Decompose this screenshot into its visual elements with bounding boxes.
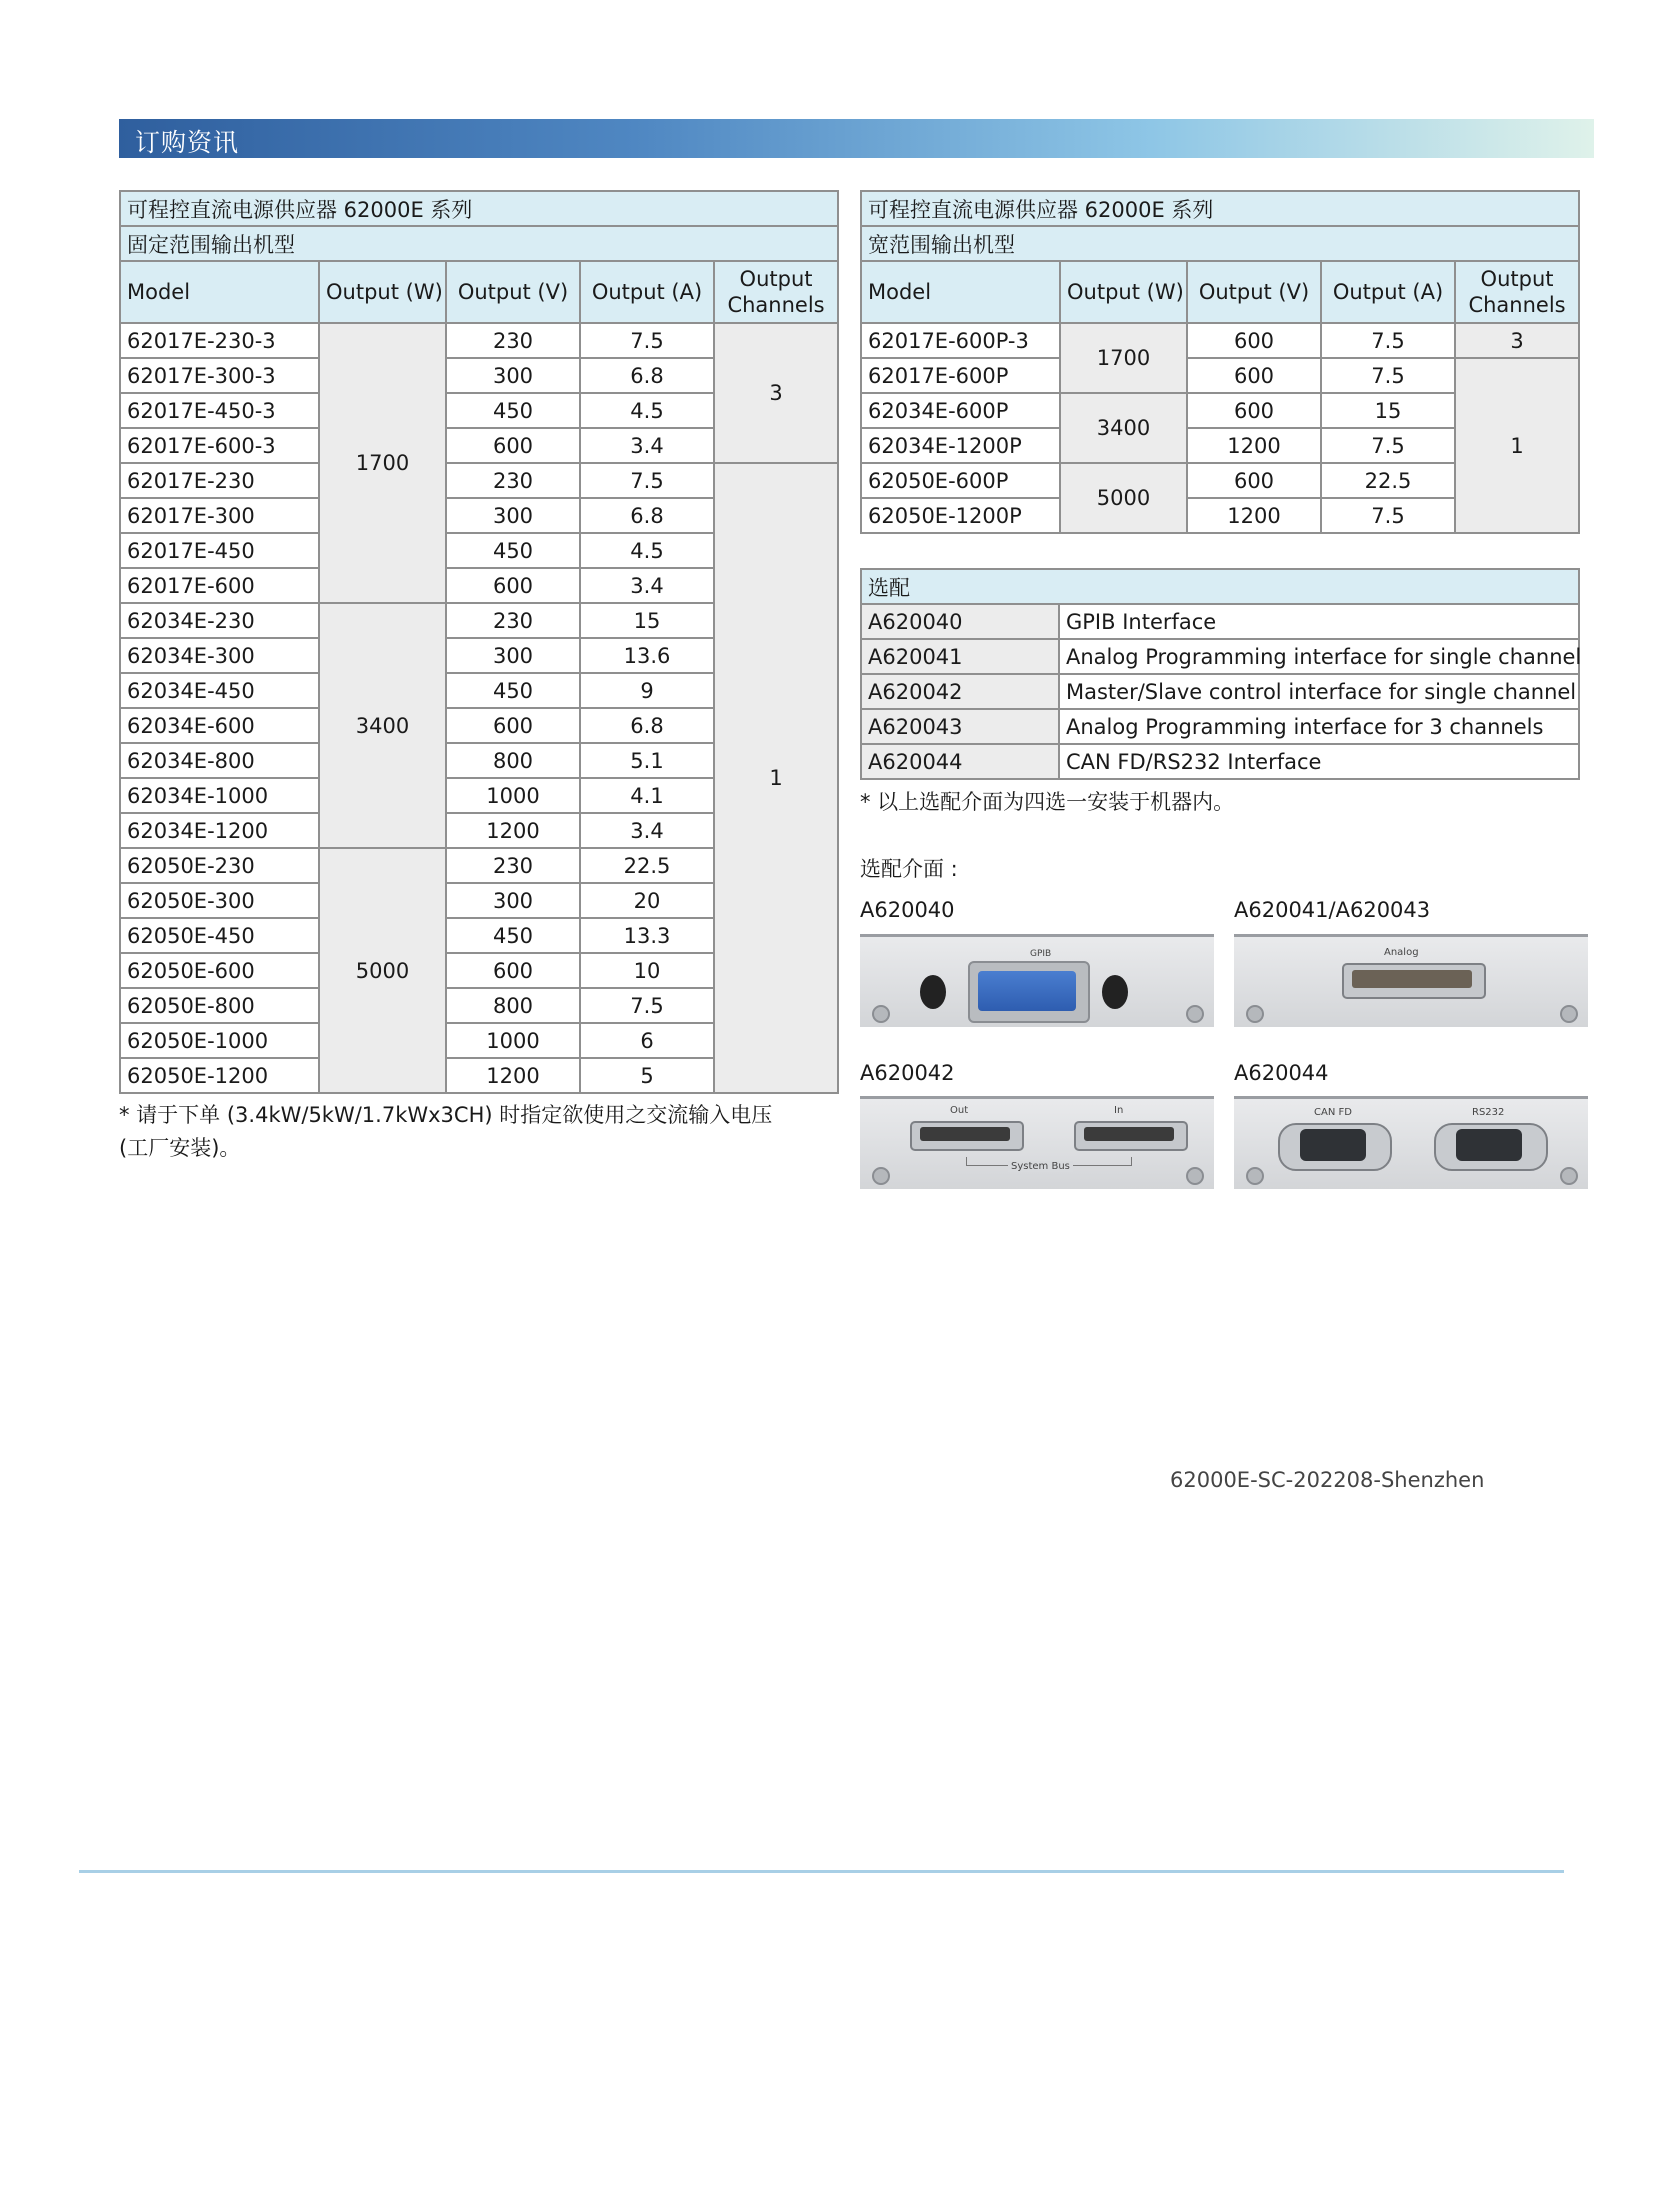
- model-cell: 62017E-450-3: [120, 393, 319, 428]
- table-series-title: 可程控直流电源供应器 62000E 系列: [120, 191, 838, 226]
- model-cell: 62017E-230-3: [120, 323, 319, 358]
- output-v-cell: 450: [446, 393, 580, 428]
- screw-icon: [872, 1005, 890, 1023]
- model-cell: 62017E-300-3: [120, 358, 319, 393]
- header-channels-line2: Channels: [1468, 293, 1566, 317]
- screw-icon: [1246, 1005, 1264, 1023]
- panel-print-gpib: GPIB: [1030, 949, 1052, 959]
- output-v-cell: 230: [446, 463, 580, 498]
- channels-cell: 1: [714, 463, 838, 1093]
- output-a-cell: 7.5: [1321, 358, 1455, 393]
- image-label-a620042: A620042: [860, 1061, 955, 1085]
- option-description-cell: GPIB Interface: [1059, 604, 1579, 639]
- header-channels: [714, 261, 838, 323]
- header-output-a: Output (A): [580, 261, 714, 323]
- output-a-cell: 13.6: [580, 638, 714, 673]
- output-v-cell: 600: [1187, 393, 1321, 428]
- screw-icon: [1186, 1167, 1204, 1185]
- image-label-a620041: A620041/A620043: [1234, 898, 1431, 922]
- in-connector-icon: [1084, 1127, 1174, 1141]
- option-description-cell: Analog Programming interface for 3 channels: [1059, 709, 1579, 744]
- model-cell: 62050E-450: [120, 918, 319, 953]
- table-series-title: 可程控直流电源供应器 62000E 系列: [861, 191, 1579, 226]
- model-cell: 62050E-600: [120, 953, 319, 988]
- model-cell: 62050E-800: [120, 988, 319, 1023]
- output-a-cell: 20: [580, 883, 714, 918]
- header-output-v: Output (V): [446, 261, 580, 323]
- option-code-cell: A620040: [861, 604, 1059, 639]
- channels-cell: 1: [1455, 358, 1579, 533]
- output-a-cell: 13.3: [580, 918, 714, 953]
- output-a-cell: 4.5: [580, 393, 714, 428]
- output-v-cell: 450: [446, 673, 580, 708]
- option-code-cell: A620042: [861, 674, 1059, 709]
- model-cell: 62050E-300: [120, 883, 319, 918]
- model-cell: 62050E-600P: [861, 463, 1060, 498]
- output-w-cell: 1700: [1060, 323, 1187, 393]
- model-cell: 62017E-600P-3: [861, 323, 1060, 358]
- canfd-connector-icon: [1300, 1129, 1366, 1161]
- table-row: [120, 323, 838, 358]
- output-v-cell: 800: [446, 743, 580, 778]
- output-a-cell: 22.5: [580, 848, 714, 883]
- output-a-cell: 6.8: [580, 358, 714, 393]
- model-cell: 62034E-1200: [120, 813, 319, 848]
- header-channels-line1: Output: [1480, 267, 1554, 291]
- left-note-line2: (工厂安装)。: [119, 1136, 241, 1160]
- output-a-cell: 5.1: [580, 743, 714, 778]
- left-note-line1: * 请于下单 (3.4kW/5kW/1.7kWx3CH) 时指定欲使用之交流输入电压: [119, 1103, 773, 1127]
- options-table: [860, 568, 1580, 780]
- image-label-a620044: A620044: [1234, 1061, 1329, 1085]
- table-row: [861, 358, 1579, 393]
- output-v-cell: 600: [446, 953, 580, 988]
- options-title: 选配: [861, 569, 1579, 604]
- model-cell: 62034E-1200P: [861, 428, 1060, 463]
- option-row: [861, 744, 1579, 779]
- output-v-cell: 300: [446, 358, 580, 393]
- model-cell: 62034E-450: [120, 673, 319, 708]
- table-subtitle: 宽范围输出机型: [861, 226, 1579, 261]
- model-cell: 62034E-1000: [120, 778, 319, 813]
- output-v-cell: 450: [446, 918, 580, 953]
- image-label-a620040: A620040: [860, 898, 955, 922]
- output-v-cell: 600: [1187, 358, 1321, 393]
- screw-icon: [1560, 1167, 1578, 1185]
- fixed-range-table: [119, 190, 839, 1094]
- standoff-icon: [1102, 975, 1128, 1009]
- output-a-cell: 6: [580, 1023, 714, 1058]
- output-a-cell: 7.5: [580, 463, 714, 498]
- table-row: [120, 463, 838, 498]
- output-v-cell: 600: [446, 568, 580, 603]
- output-v-cell: 1200: [446, 813, 580, 848]
- model-cell: 62017E-600-3: [120, 428, 319, 463]
- panel-print-out: Out: [950, 1105, 969, 1116]
- output-w-cell: 5000: [1060, 463, 1187, 533]
- canfd-rs232-interface-photo: [1234, 1096, 1588, 1189]
- section-banner: [119, 119, 1594, 158]
- model-cell: 62050E-1200: [120, 1058, 319, 1093]
- model-cell: 62050E-1000: [120, 1023, 319, 1058]
- header-output-w: Output (W): [319, 261, 446, 323]
- output-a-cell: 3.4: [580, 568, 714, 603]
- option-description-cell: Master/Slave control interface for single channel: [1059, 674, 1579, 709]
- wide-range-table: [860, 190, 1580, 534]
- output-w-cell: 3400: [1060, 393, 1187, 463]
- output-a-cell: 4.5: [580, 533, 714, 568]
- gpib-interface-photo: [860, 934, 1214, 1027]
- output-a-cell: 7.5: [1321, 428, 1455, 463]
- model-cell: 62017E-300: [120, 498, 319, 533]
- panel-print-canfd: CAN FD: [1314, 1107, 1352, 1118]
- screw-icon: [1560, 1005, 1578, 1023]
- output-a-cell: 15: [1321, 393, 1455, 428]
- panel-print-analog: Analog: [1384, 947, 1419, 958]
- model-cell: 62017E-230: [120, 463, 319, 498]
- output-w-cell: 5000: [319, 848, 446, 1093]
- output-a-cell: 10: [580, 953, 714, 988]
- table-row: [861, 323, 1579, 358]
- output-v-cell: 300: [446, 498, 580, 533]
- model-cell: 62034E-600P: [861, 393, 1060, 428]
- model-cell: 62050E-1200P: [861, 498, 1060, 533]
- header-model: Model: [120, 261, 319, 323]
- left-note: [119, 1099, 772, 1165]
- option-row: [861, 709, 1579, 744]
- header-output-v: Output (V): [1187, 261, 1321, 323]
- output-a-cell: 3.4: [580, 428, 714, 463]
- output-v-cell: 300: [446, 883, 580, 918]
- output-a-cell: 7.5: [580, 988, 714, 1023]
- output-v-cell: 230: [446, 603, 580, 638]
- model-cell: 62017E-600P: [861, 358, 1060, 393]
- model-cell: 62034E-800: [120, 743, 319, 778]
- output-v-cell: 1000: [446, 1023, 580, 1058]
- model-cell: 62017E-450: [120, 533, 319, 568]
- standoff-icon: [920, 975, 946, 1009]
- output-v-cell: 1200: [1187, 498, 1321, 533]
- output-a-cell: 9: [580, 673, 714, 708]
- model-cell: 62034E-600: [120, 708, 319, 743]
- options-note: * 以上选配介面为四选一安装于机器内。: [860, 790, 1235, 814]
- output-a-cell: 6.8: [580, 708, 714, 743]
- output-v-cell: 1200: [446, 1058, 580, 1093]
- panel-print-rs232: RS232: [1472, 1107, 1505, 1118]
- option-code-cell: A620044: [861, 744, 1059, 779]
- output-v-cell: 600: [1187, 463, 1321, 498]
- output-a-cell: 5: [580, 1058, 714, 1093]
- rs232-connector-icon: [1456, 1129, 1522, 1161]
- out-connector-icon: [920, 1127, 1010, 1141]
- output-v-cell: 300: [446, 638, 580, 673]
- model-cell: 62050E-230: [120, 848, 319, 883]
- output-v-cell: 800: [446, 988, 580, 1023]
- screw-icon: [1186, 1005, 1204, 1023]
- option-row: [861, 639, 1579, 674]
- output-v-cell: 230: [446, 848, 580, 883]
- section-title: 订购资讯: [135, 128, 240, 157]
- output-a-cell: 22.5: [1321, 463, 1455, 498]
- option-row: [861, 674, 1579, 709]
- option-code-cell: A620043: [861, 709, 1059, 744]
- table-subtitle: 固定范围输出机型: [120, 226, 838, 261]
- option-description-cell: CAN FD/RS232 Interface: [1059, 744, 1579, 779]
- screw-icon: [1246, 1167, 1264, 1185]
- model-cell: 62017E-600: [120, 568, 319, 603]
- model-cell: 62034E-300: [120, 638, 319, 673]
- output-a-cell: 3.4: [580, 813, 714, 848]
- output-v-cell: 450: [446, 533, 580, 568]
- panel-print-system-bus: System Bus: [1008, 1161, 1073, 1172]
- screw-icon: [872, 1167, 890, 1185]
- header-channels-line2: Channels: [727, 293, 825, 317]
- output-a-cell: 6.8: [580, 498, 714, 533]
- option-description-cell: Analog Programming interface for single channel: [1059, 639, 1579, 674]
- option-row: [861, 604, 1579, 639]
- output-a-cell: 4.1: [580, 778, 714, 813]
- panel-print-in: In: [1114, 1105, 1124, 1116]
- channels-cell: 3: [714, 323, 838, 463]
- footer-divider: [79, 1870, 1564, 1873]
- header-channels-line1: Output: [739, 267, 813, 291]
- interfaces-title: 选配介面 :: [860, 857, 958, 881]
- output-v-cell: 1200: [1187, 428, 1321, 463]
- header-output-w: Output (W): [1060, 261, 1187, 323]
- output-a-cell: 15: [580, 603, 714, 638]
- output-a-cell: 7.5: [1321, 498, 1455, 533]
- output-v-cell: 600: [446, 428, 580, 463]
- output-v-cell: 600: [446, 708, 580, 743]
- system-bus-interface-photo: [860, 1096, 1214, 1189]
- header-output-a: Output (A): [1321, 261, 1455, 323]
- model-cell: 62034E-230: [120, 603, 319, 638]
- output-a-cell: 7.5: [580, 323, 714, 358]
- option-code-cell: A620041: [861, 639, 1059, 674]
- output-a-cell: 7.5: [1321, 323, 1455, 358]
- document-code: 62000E-SC-202208-Shenzhen: [1170, 1468, 1485, 1492]
- output-w-cell: 1700: [319, 323, 446, 603]
- analog-connector-icon: [1352, 970, 1472, 988]
- analog-interface-photo: [1234, 934, 1588, 1027]
- output-v-cell: 230: [446, 323, 580, 358]
- output-v-cell: 1000: [446, 778, 580, 813]
- gpib-connector-icon: [978, 971, 1076, 1011]
- channels-cell: 3: [1455, 323, 1579, 358]
- output-v-cell: 600: [1187, 323, 1321, 358]
- header-model: Model: [861, 261, 1060, 323]
- header-channels: [1455, 261, 1579, 323]
- output-w-cell: 3400: [319, 603, 446, 848]
